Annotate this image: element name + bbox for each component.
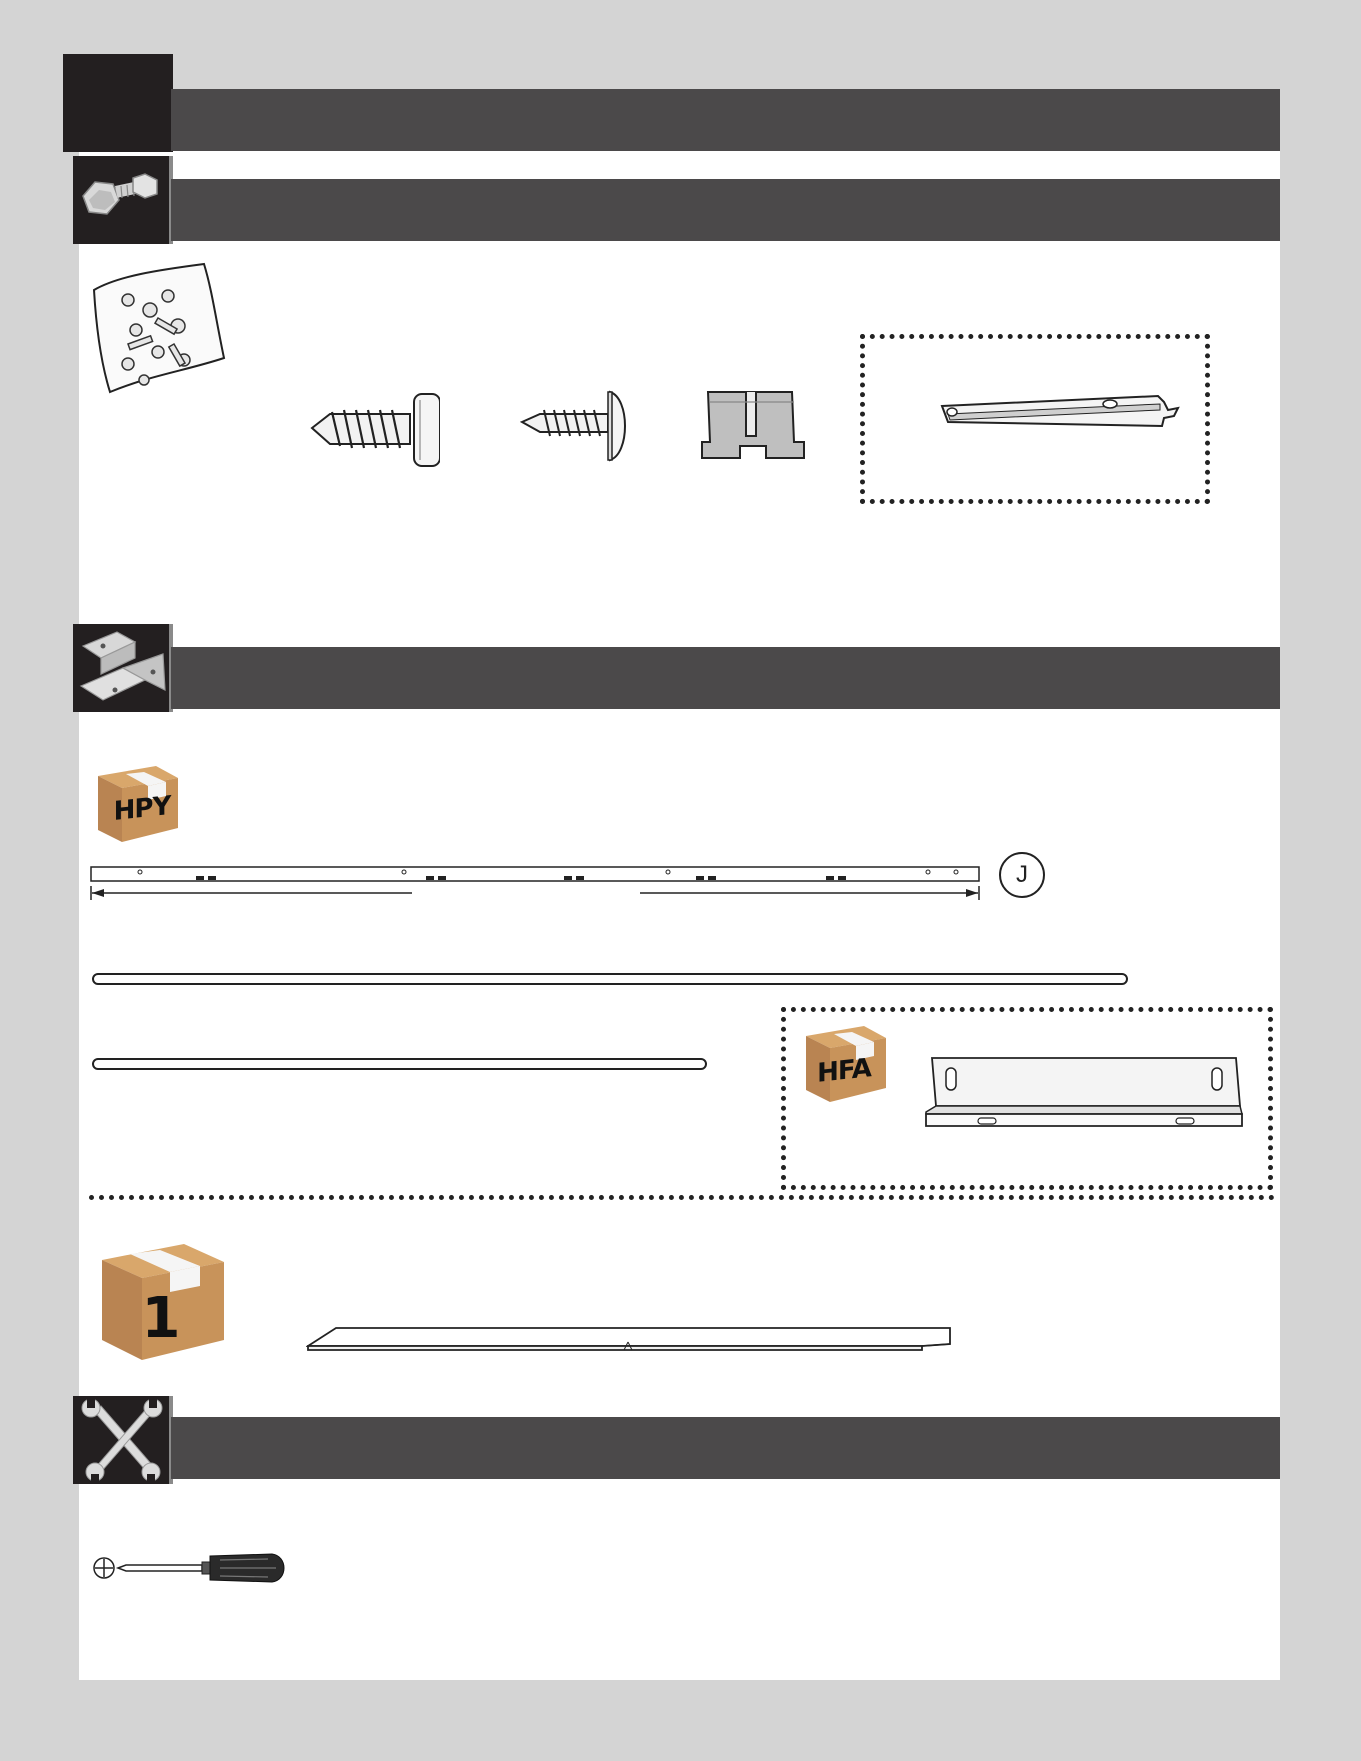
step-number-tab — [63, 54, 173, 152]
box-hpy-label: HPY — [113, 791, 171, 827]
short-rod — [92, 1058, 707, 1070]
box-hfa-label: HFA — [817, 1053, 871, 1089]
perforated-rail — [90, 866, 980, 906]
angle-bracket-icon — [922, 1054, 1244, 1130]
step-header-bar — [171, 89, 1280, 151]
bracket-parts-icon — [73, 624, 173, 712]
plastic-clip-icon — [700, 388, 806, 464]
shelf-bracket-icon — [938, 392, 1188, 442]
tools-header-bar — [171, 1417, 1280, 1479]
hardware-header-bar — [171, 179, 1280, 241]
hardware-pack-icon — [88, 260, 228, 400]
box-hpy — [96, 764, 180, 844]
long-rod — [92, 973, 1128, 985]
parts-header-bar — [171, 647, 1280, 709]
wrench-tools-icon — [73, 1396, 173, 1484]
shelf-panel — [306, 1324, 952, 1352]
part-marker-letter: J — [1016, 861, 1028, 888]
part-marker-circle — [999, 852, 1045, 898]
truss-head-screw-icon — [520, 388, 630, 464]
box-1-label: 1 — [141, 1286, 181, 1351]
box-1 — [100, 1242, 226, 1362]
pan-head-screw-icon — [310, 390, 440, 470]
dotted-divider — [89, 1195, 1275, 1200]
hardware-bolt-icon — [73, 156, 173, 244]
phillips-screwdriver-icon — [92, 1550, 292, 1586]
box-hfa — [804, 1024, 888, 1104]
